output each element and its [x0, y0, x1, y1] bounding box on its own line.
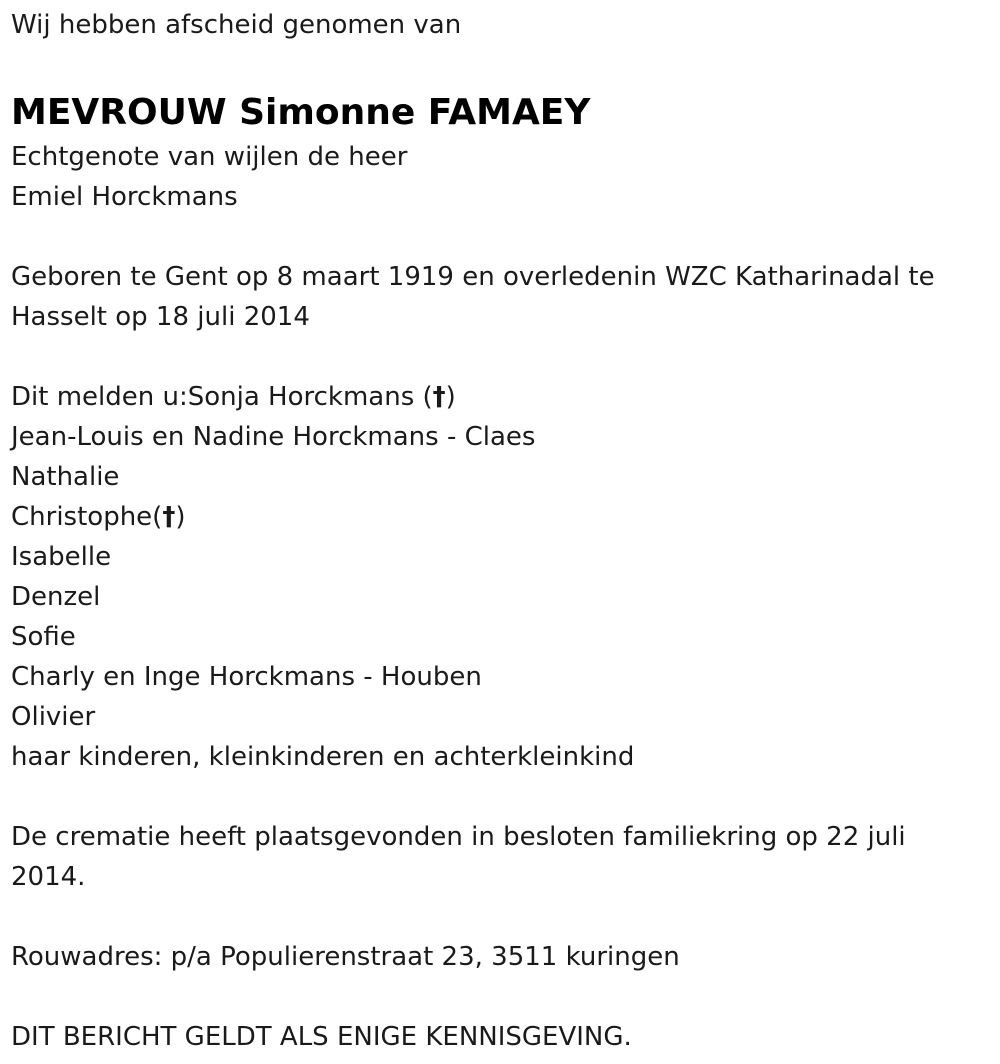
- announcer-relation: haar kinderen, kleinkinderen en achterkleinkind: [11, 742, 635, 772]
- intro-text: Wij hebben afscheid genomen van: [11, 10, 462, 40]
- cross-icon: †: [162, 502, 176, 532]
- announcers-lead: Dit melden u:Sonja Horckmans (: [11, 382, 433, 412]
- announcer-name: Denzel: [11, 582, 101, 612]
- announcer-name: Jean-Louis en Nadine Horckmans - Claes: [11, 422, 536, 452]
- announcer-name: Charly en Inge Horckmans - Houben: [11, 662, 482, 692]
- deceased-name: MEVROUW Simonne FAMAEY: [11, 92, 591, 133]
- address-text: Rouwadres: p/a Populierenstraat 23, 3511 kuringen: [11, 942, 680, 972]
- announcer-name: Sofie: [11, 622, 76, 652]
- announcer-name: Olivier: [11, 702, 96, 732]
- spacer: [11, 217, 986, 257]
- spacer: [11, 45, 986, 85]
- spacer: [11, 337, 986, 377]
- paren-close: ): [175, 502, 186, 532]
- spouse-line-1: Echtgenote van wijlen de heer: [11, 142, 408, 172]
- obituary-document: [11, 5, 986, 1057]
- paren-close: ): [445, 382, 456, 412]
- birth-death-text: Geboren te Gent op 8 maart 1919 en overledenin WZC Katharinadal te Hasselt op 18 juli 2014: [11, 262, 935, 332]
- announcers-lead-line: [11, 377, 986, 417]
- announcer-christophe-line: [11, 497, 986, 537]
- spouse-line-2: Emiel Horckmans: [11, 182, 238, 212]
- notice-text: DIT BERICHT GELDT ALS ENIGE KENNISGEVING.: [11, 1022, 632, 1052]
- spacer: [11, 977, 986, 1017]
- announcer-name: Nathalie: [11, 462, 120, 492]
- spacer: [11, 897, 986, 937]
- announcer-name: Isabelle: [11, 542, 112, 572]
- spacer: [11, 777, 986, 817]
- announcer-christophe: Christophe(: [11, 502, 163, 532]
- cremation-text: De crematie heeft plaatsgevonden in besloten familiekring op 22 juli 2014.: [11, 822, 906, 892]
- cross-icon: †: [432, 382, 446, 412]
